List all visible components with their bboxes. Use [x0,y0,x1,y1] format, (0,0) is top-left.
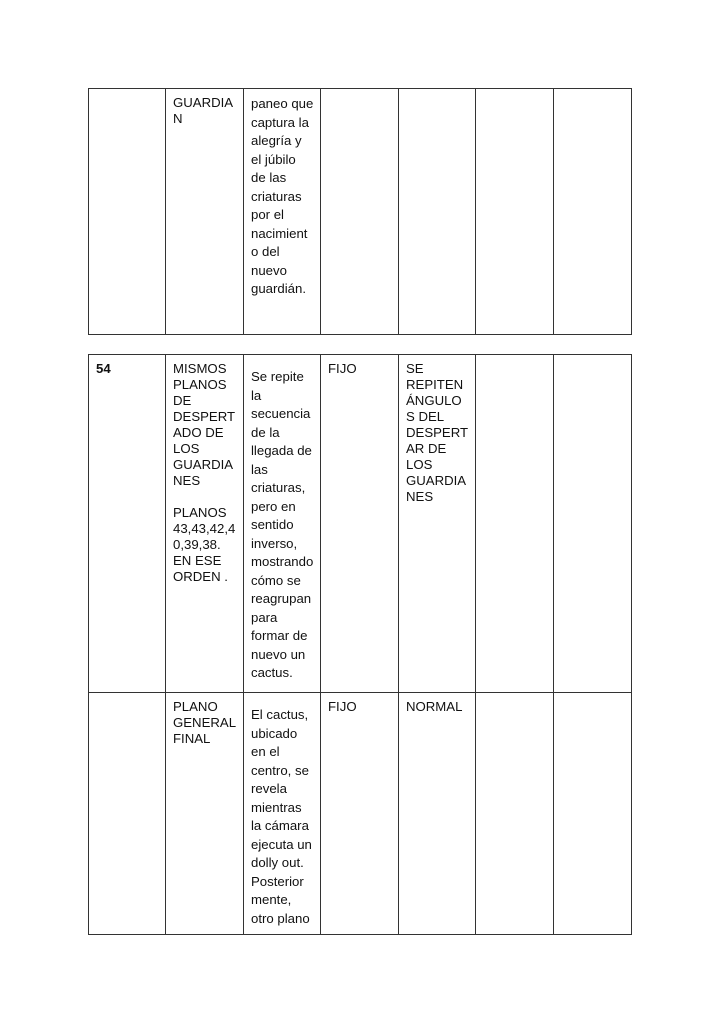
table-row [89,89,632,335]
angle-cell [399,355,476,693]
movement-cell [321,693,399,935]
shot-table [88,354,632,935]
shot-number-cell [89,693,166,935]
movement-cell [321,355,399,693]
plane-text: GUARDIAN [173,95,234,126]
angle-text: NORMAL [406,699,463,714]
shot-number: 54 [96,361,111,376]
empty-cell [476,89,554,335]
angle-text: SE REPITEN ÁNGULOS DEL DESPERTAR DE LOS GUARDIANES [406,361,469,504]
angle-cell [399,89,476,335]
table-row [89,693,632,935]
movement-text: FIJO [328,699,357,714]
empty-cell [476,693,554,935]
plane-order-text: PLANOS 43,43,42,40,39,38. EN ESE ORDEN . [173,505,236,584]
table-row [89,355,632,693]
movement-cell [321,89,399,335]
empty-cell [554,693,632,935]
description-cell [244,89,321,335]
shot-number-cell [89,355,166,693]
spacer [173,489,237,505]
shot-table-continued [88,88,632,335]
description-text: paneo que captura la alegría y el júbilo de las criaturas por el nacimiento del nuevo guardián. [251,96,314,296]
shot-number-cell [89,89,166,335]
angle-cell [399,693,476,935]
empty-cell [554,89,632,335]
plane-cell [166,693,244,935]
plane-cell [166,355,244,693]
plane-cell [166,89,244,335]
description-text: El cactus, ubicado en el centro, se revela mientras la cámara ejecuta un dolly out. Posteriormente, otro plano [251,707,312,926]
empty-cell [476,355,554,693]
description-cell [244,355,321,693]
plane-text: MISMOS PLANOS DE DESPERTADO DE LOS GUARDIANES [173,361,236,488]
description-cell [244,693,321,935]
empty-cell [554,355,632,693]
description-text: Se repite la secuencia de la llegada de las criaturas, pero en sentido inverso, mostrando cómo se reagrupan para formar de nuevo un cactus. [251,369,314,680]
movement-text: FIJO [328,361,357,376]
plane-text: PLANO GENERAL FINAL [173,699,236,746]
